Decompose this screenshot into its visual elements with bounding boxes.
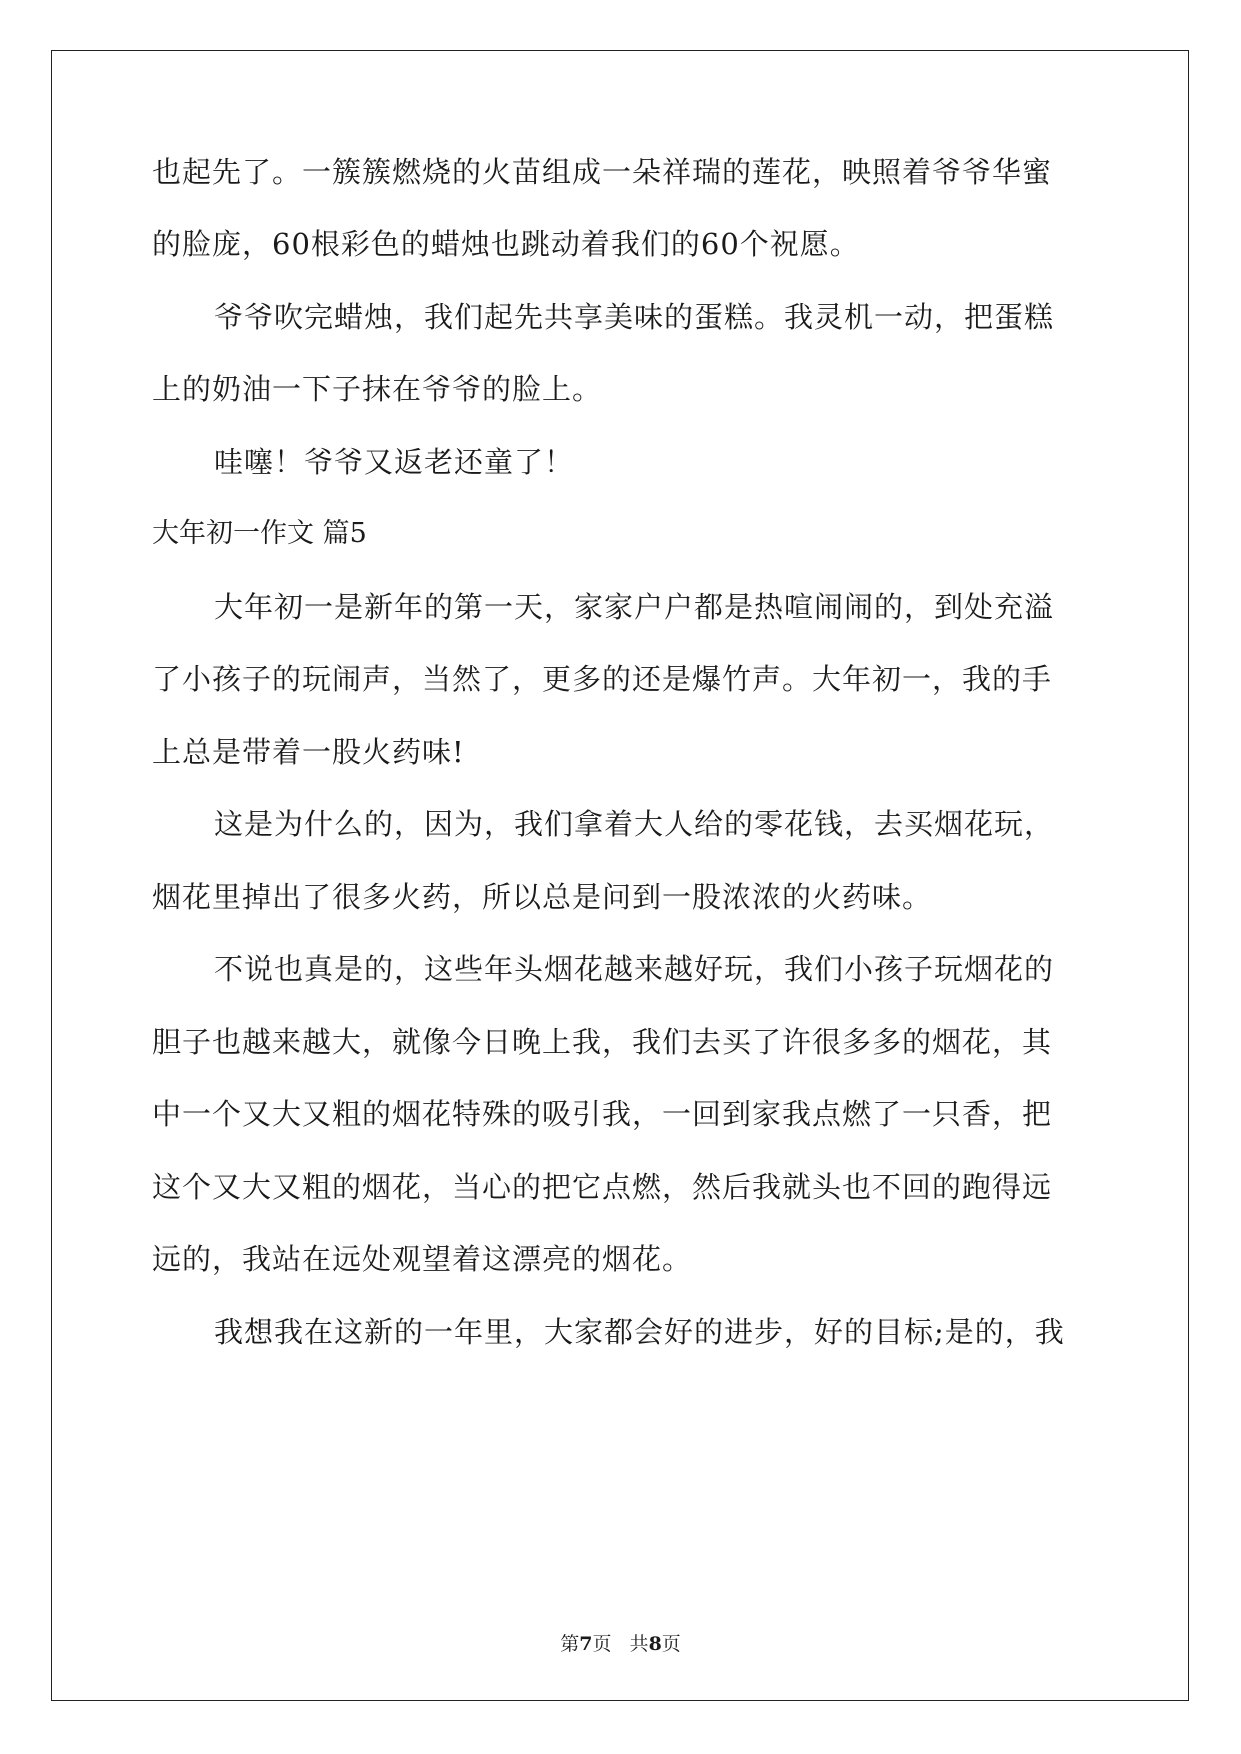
- body-line: 上的奶油一下子抹在爷爷的脸上。: [152, 372, 603, 406]
- paragraph-line: 不说也真是的，这些年头烟花越来越好玩，我们小孩子玩烟花的: [214, 952, 1055, 986]
- footer-mid: 页 共: [592, 1633, 649, 1655]
- paragraph-line: 哇噻！爷爷又返老还童了！: [214, 445, 575, 479]
- body-line: 也起先了。一簇簇燃烧的火苗组成一朵祥瑞的莲花，映照着爷爷华蜜: [152, 155, 1053, 189]
- body-line: 远的，我站在远处观望着这漂亮的烟花。: [152, 1242, 693, 1276]
- total-page-number: 8: [648, 1633, 662, 1655]
- body-line: 上总是带着一股火药味!: [152, 735, 465, 769]
- page-footer: [0, 1632, 1241, 1656]
- paragraph-line: 爷爷吹完蜡烛，我们起先共享美味的蛋糕。我灵机一动，把蛋糕: [214, 300, 1055, 334]
- current-page-number: 7: [579, 1633, 593, 1655]
- paragraph-line: 这是为什么的，因为，我们拿着大人给的零花钱，去买烟花玩，: [214, 807, 1055, 841]
- footer-prefix: 第: [560, 1633, 580, 1655]
- paragraph-line: 我想我在这新的一年里，大家都会好的进步，好的目标;是的，我: [214, 1315, 1065, 1349]
- body-line: 的脸庞，60根彩色的蜡烛也跳动着我们的60个祝愿。: [152, 227, 860, 261]
- body-line: 烟花里掉出了很多火药，所以总是问到一股浓浓的火药味。: [152, 880, 933, 914]
- body-line: 中一个又大又粗的烟花特殊的吸引我，一回到家我点燃了一只香，把: [152, 1097, 1053, 1131]
- body-line: 了小孩子的玩闹声，当然了，更多的还是爆竹声。大年初一，我的手: [152, 662, 1053, 696]
- body-line: 这个又大又粗的烟花，当心的把它点燃，然后我就头也不回的跑得远: [152, 1170, 1053, 1204]
- paragraph-line: 大年初一是新年的第一天，家家户户都是热喧闹闹的，到处充溢: [214, 590, 1055, 624]
- body-line: 胆子也越来越大，就像今日晚上我，我们去买了许很多多的烟花，其: [152, 1025, 1053, 1059]
- footer-suffix: 页: [661, 1633, 681, 1655]
- section-heading: 大年初一作文 篇5: [152, 518, 367, 549]
